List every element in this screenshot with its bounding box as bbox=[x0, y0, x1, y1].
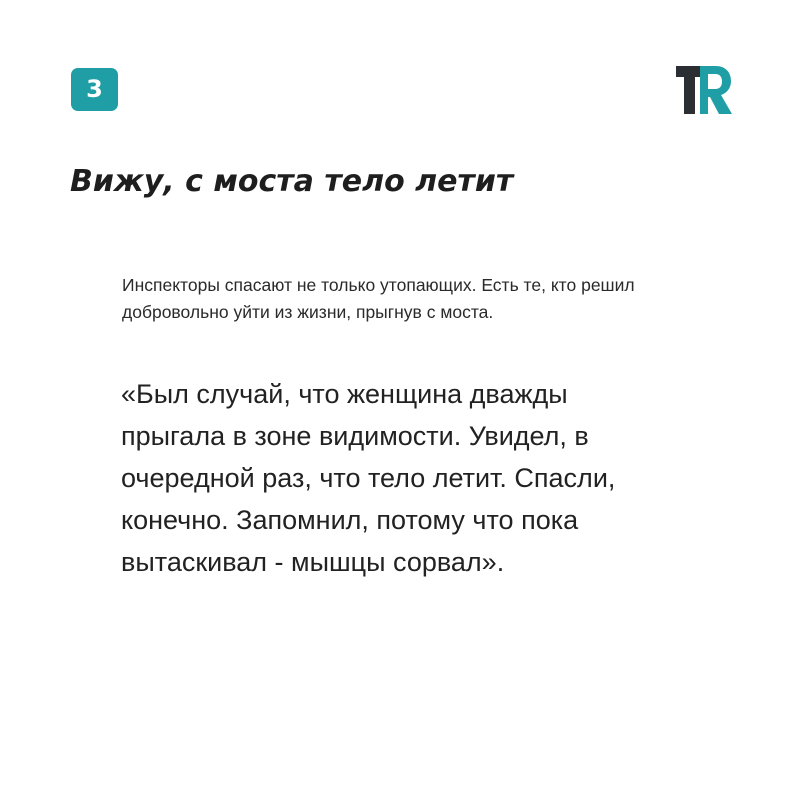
quote-line: прыгала в зоне видимости. Увидел, в bbox=[121, 421, 589, 451]
slide-title: Вижу, с моста тело летит bbox=[70, 164, 514, 199]
quote-block bbox=[121, 373, 701, 583]
intro-paragraph: Инспекторы спасают не только утопающих. Есть те, кто решил добровольно уйти из жизни, прыгнув с моста. bbox=[122, 275, 635, 322]
tr-logo-icon bbox=[676, 66, 732, 114]
quote-line: «Был случай, что женщина дважды bbox=[121, 379, 568, 409]
quote-line: вытаскивал - мышцы сорвал». bbox=[121, 547, 505, 577]
quote-line: очередной раз, что тело летит. Спасли, bbox=[121, 463, 616, 493]
quote-line: конечно. Запомнил, потому что пока bbox=[121, 505, 579, 535]
slide-number-badge: 3 bbox=[71, 68, 118, 111]
